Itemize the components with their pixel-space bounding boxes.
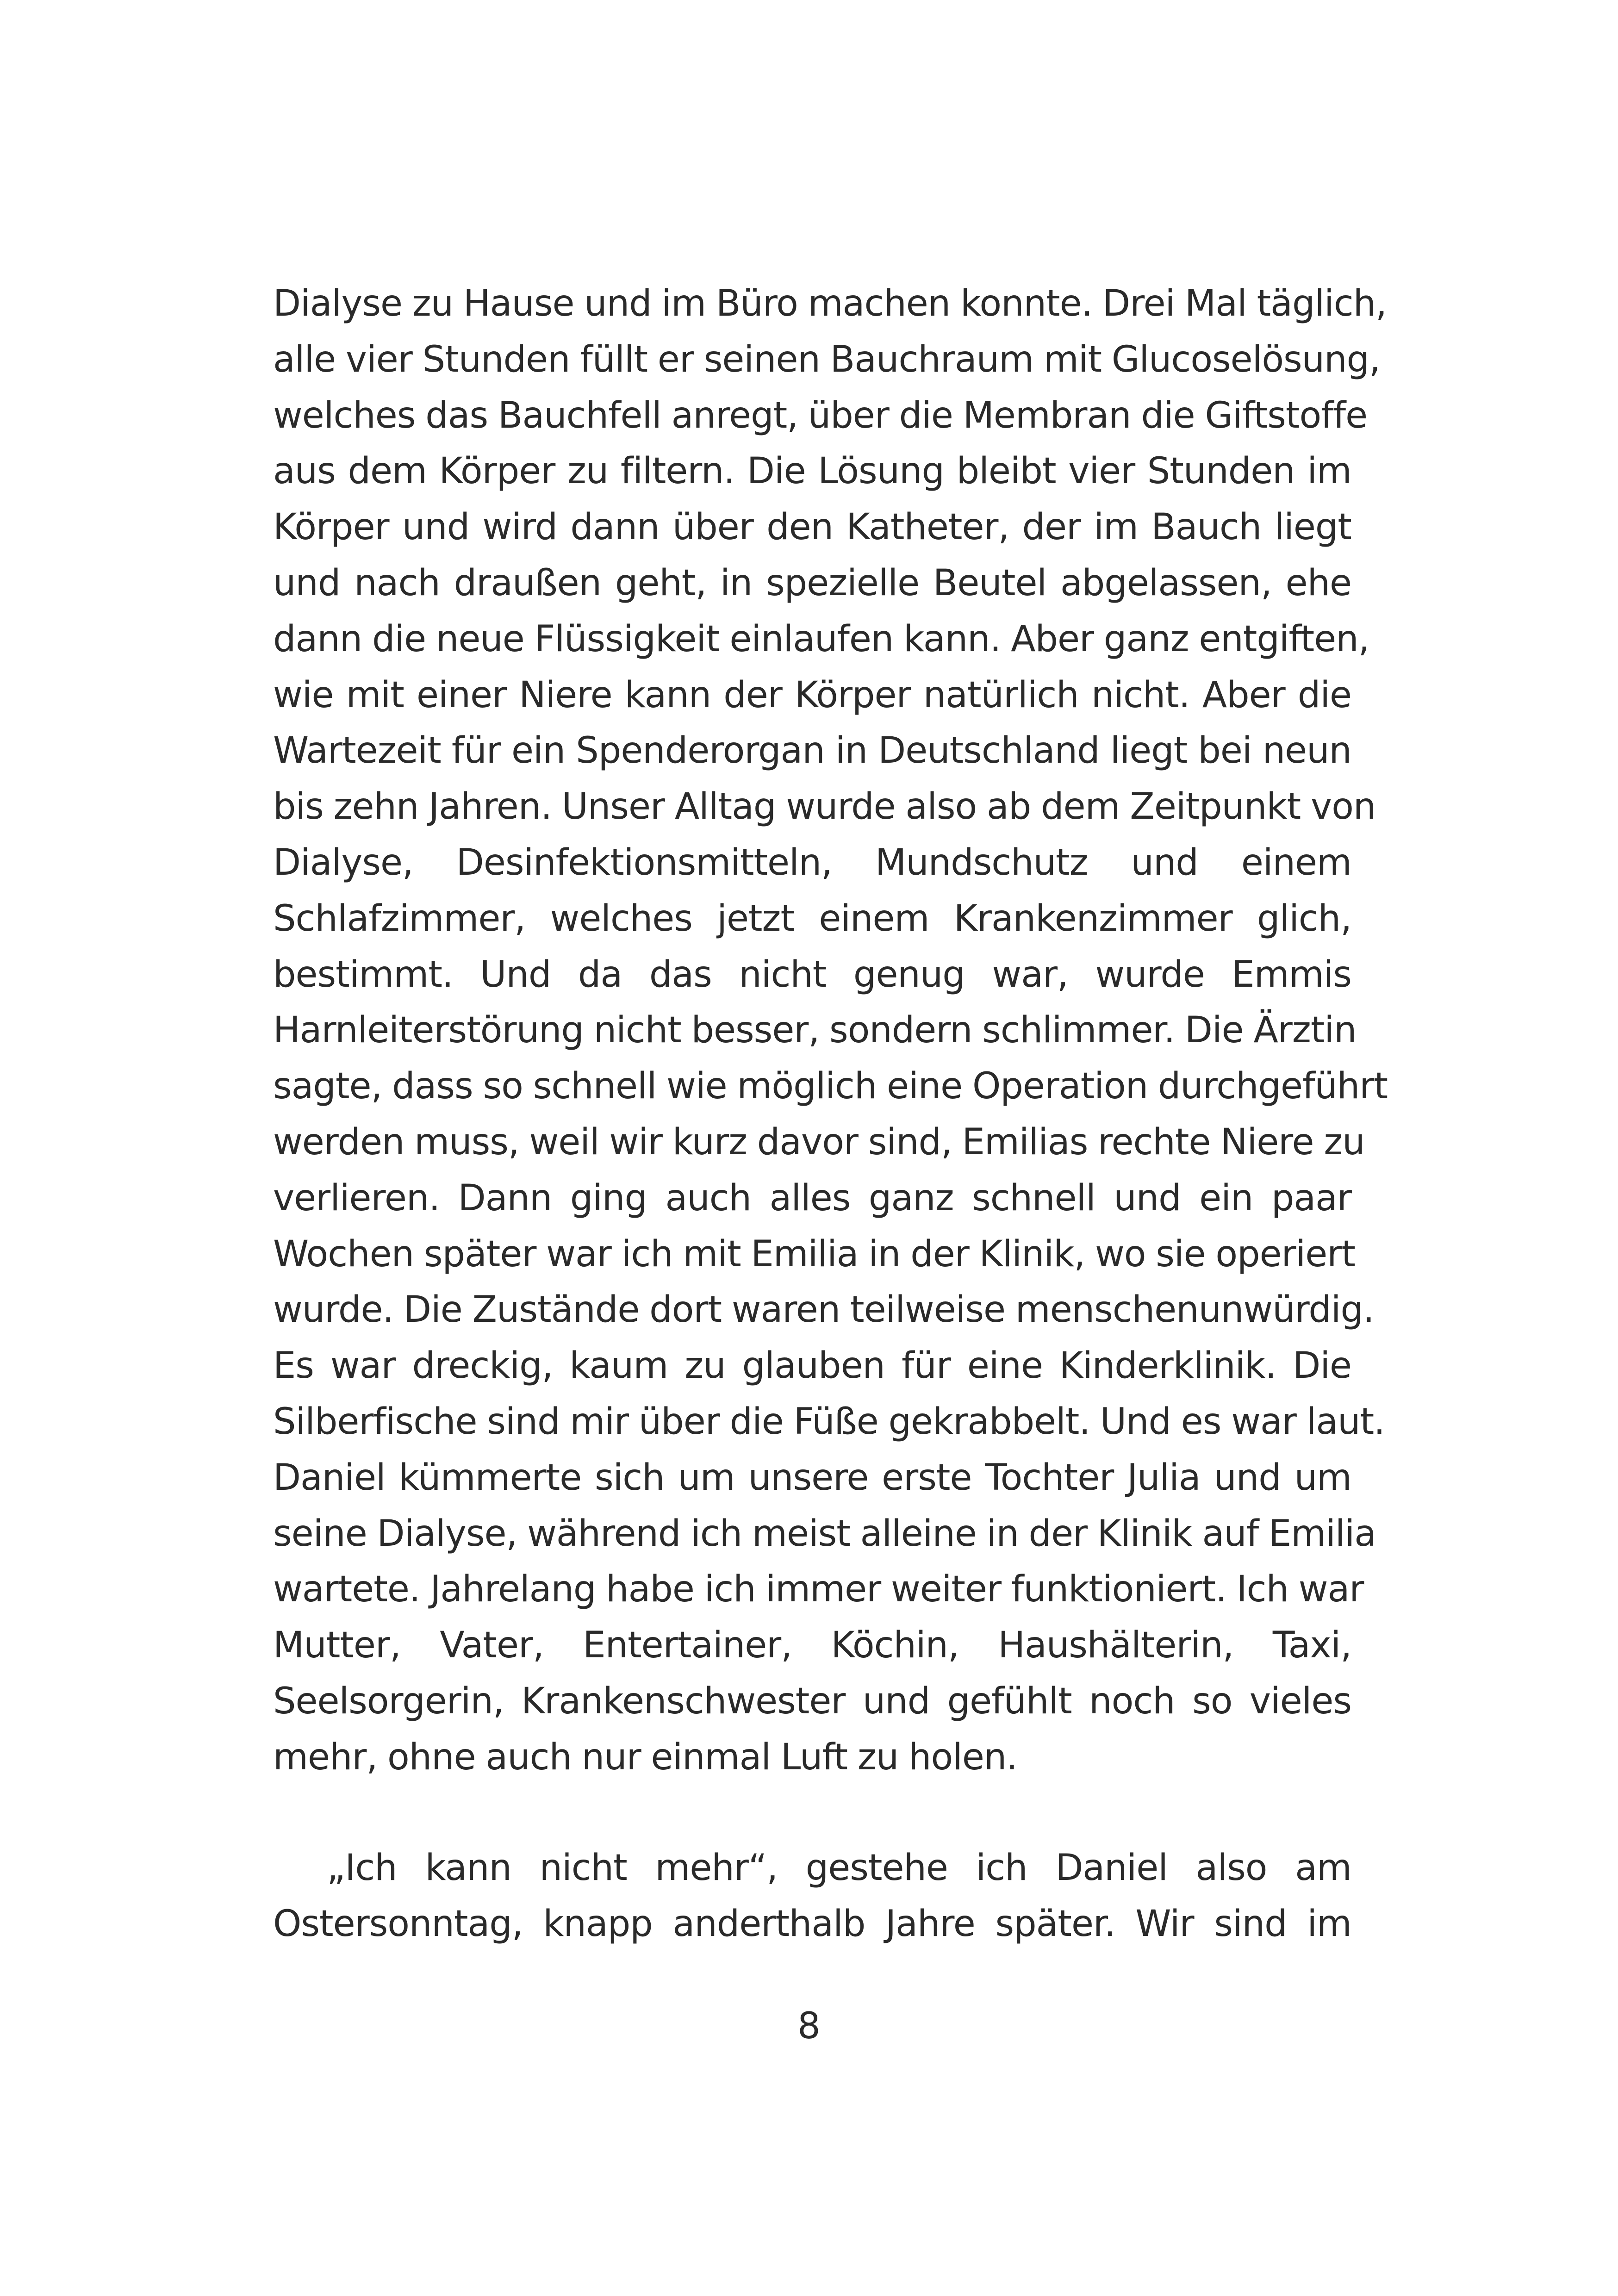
page-number: 8 <box>797 2005 821 2047</box>
paragraph-line: werden muss, weil wir kurz davor sind, Emilias rechte Niere zu <box>273 1121 1365 1163</box>
paragraph-line: Schlafzimmer, welches jetzt einem Krankenzimmer glich, <box>273 897 1351 940</box>
paragraph-line: Mutter, Vater, Entertainer, Köchin, Haushälterin, Taxi, <box>273 1624 1351 1667</box>
paragraph-line: Harnleiterstörung nicht besser, sondern schlimmer. Die Ärztin <box>273 1009 1357 1052</box>
paragraph-line: Es war dreckig, kaum zu glauben für eine Kinderklinik. Die <box>273 1345 1351 1387</box>
paragraph-line: verlieren. Dann ging auch alles ganz schnell und ein paar <box>273 1177 1351 1219</box>
paragraph-line: mehr, ohne auch nur einmal Luft zu holen. <box>273 1736 1018 1778</box>
paragraph-line: sagte, dass so schnell wie möglich eine Operation durchgeführt <box>273 1065 1388 1108</box>
paragraph-line: bis zehn Jahren. Unser Alltag wurde also ab dem Zeitpunkt von <box>273 786 1376 828</box>
paragraph-line: Wartezeit für ein Spenderorgan in Deutschland liegt bei neun <box>273 730 1351 772</box>
paragraph-line: Dialyse zu Hause und im Büro machen konnte. Drei Mal täglich, <box>273 283 1387 324</box>
paragraph-line: Daniel kümmerte sich um unsere erste Tochter Julia und um <box>273 1456 1351 1499</box>
paragraph-line: Körper und wird dann über den Katheter, der im Bauch liegt <box>273 506 1351 548</box>
paragraph-line: bestimmt. Und da das nicht genug war, wurde Emmis <box>273 953 1351 996</box>
paragraph-line: wurde. Die Zustände dort waren teilweise menschenunwürdig. <box>273 1289 1374 1331</box>
paragraph-line: wie mit einer Niere kann der Körper natürlich nicht. Aber die <box>273 674 1351 716</box>
paragraph-line: seine Dialyse, während ich meist alleine in der Klinik auf Emilia <box>273 1512 1376 1555</box>
paragraph-line: Ostersonntag, knapp anderthalb Jahre später. Wir sind im <box>273 1903 1351 1945</box>
paragraph-line: Dialyse, Desinfektionsmitteln, Mundschutz und einem <box>273 841 1351 884</box>
paragraph-line: alle vier Stunden füllt er seinen Bauchraum mit Glucoselösung, <box>273 338 1380 380</box>
paragraph-line: „Ich kann nicht mehr“, gestehe ich Daniel also am <box>327 1847 1351 1889</box>
paragraph-line: wartete. Jahrelang habe ich immer weiter funktioniert. Ich war <box>273 1568 1364 1611</box>
paragraph-line: und nach draußen geht, in spezielle Beutel abgelassen, ehe <box>273 562 1351 604</box>
paragraph-line: aus dem Körper zu filtern. Die Lösung bleibt vier Stunden im <box>273 450 1351 492</box>
paragraph-2 <box>273 1840 1351 1952</box>
paragraph-line: Wochen später war ich mit Emilia in der Klinik, wo sie operiert <box>273 1233 1355 1275</box>
paragraph-line: welches das Bauchfell anregt, über die Membran die Giftstoffe <box>273 394 1368 436</box>
paragraph-line: Silberfische sind mir über die Füße gekrabbelt. Und es war laut. <box>273 1400 1385 1443</box>
paragraph-line: dann die neue Flüssigkeit einlaufen kann. Aber ganz entgiften, <box>273 618 1369 660</box>
paragraph-1 <box>273 276 1388 1786</box>
paragraph-line: Seelsorgerin, Krankenschwester und gefühlt noch so vieles <box>273 1680 1351 1722</box>
